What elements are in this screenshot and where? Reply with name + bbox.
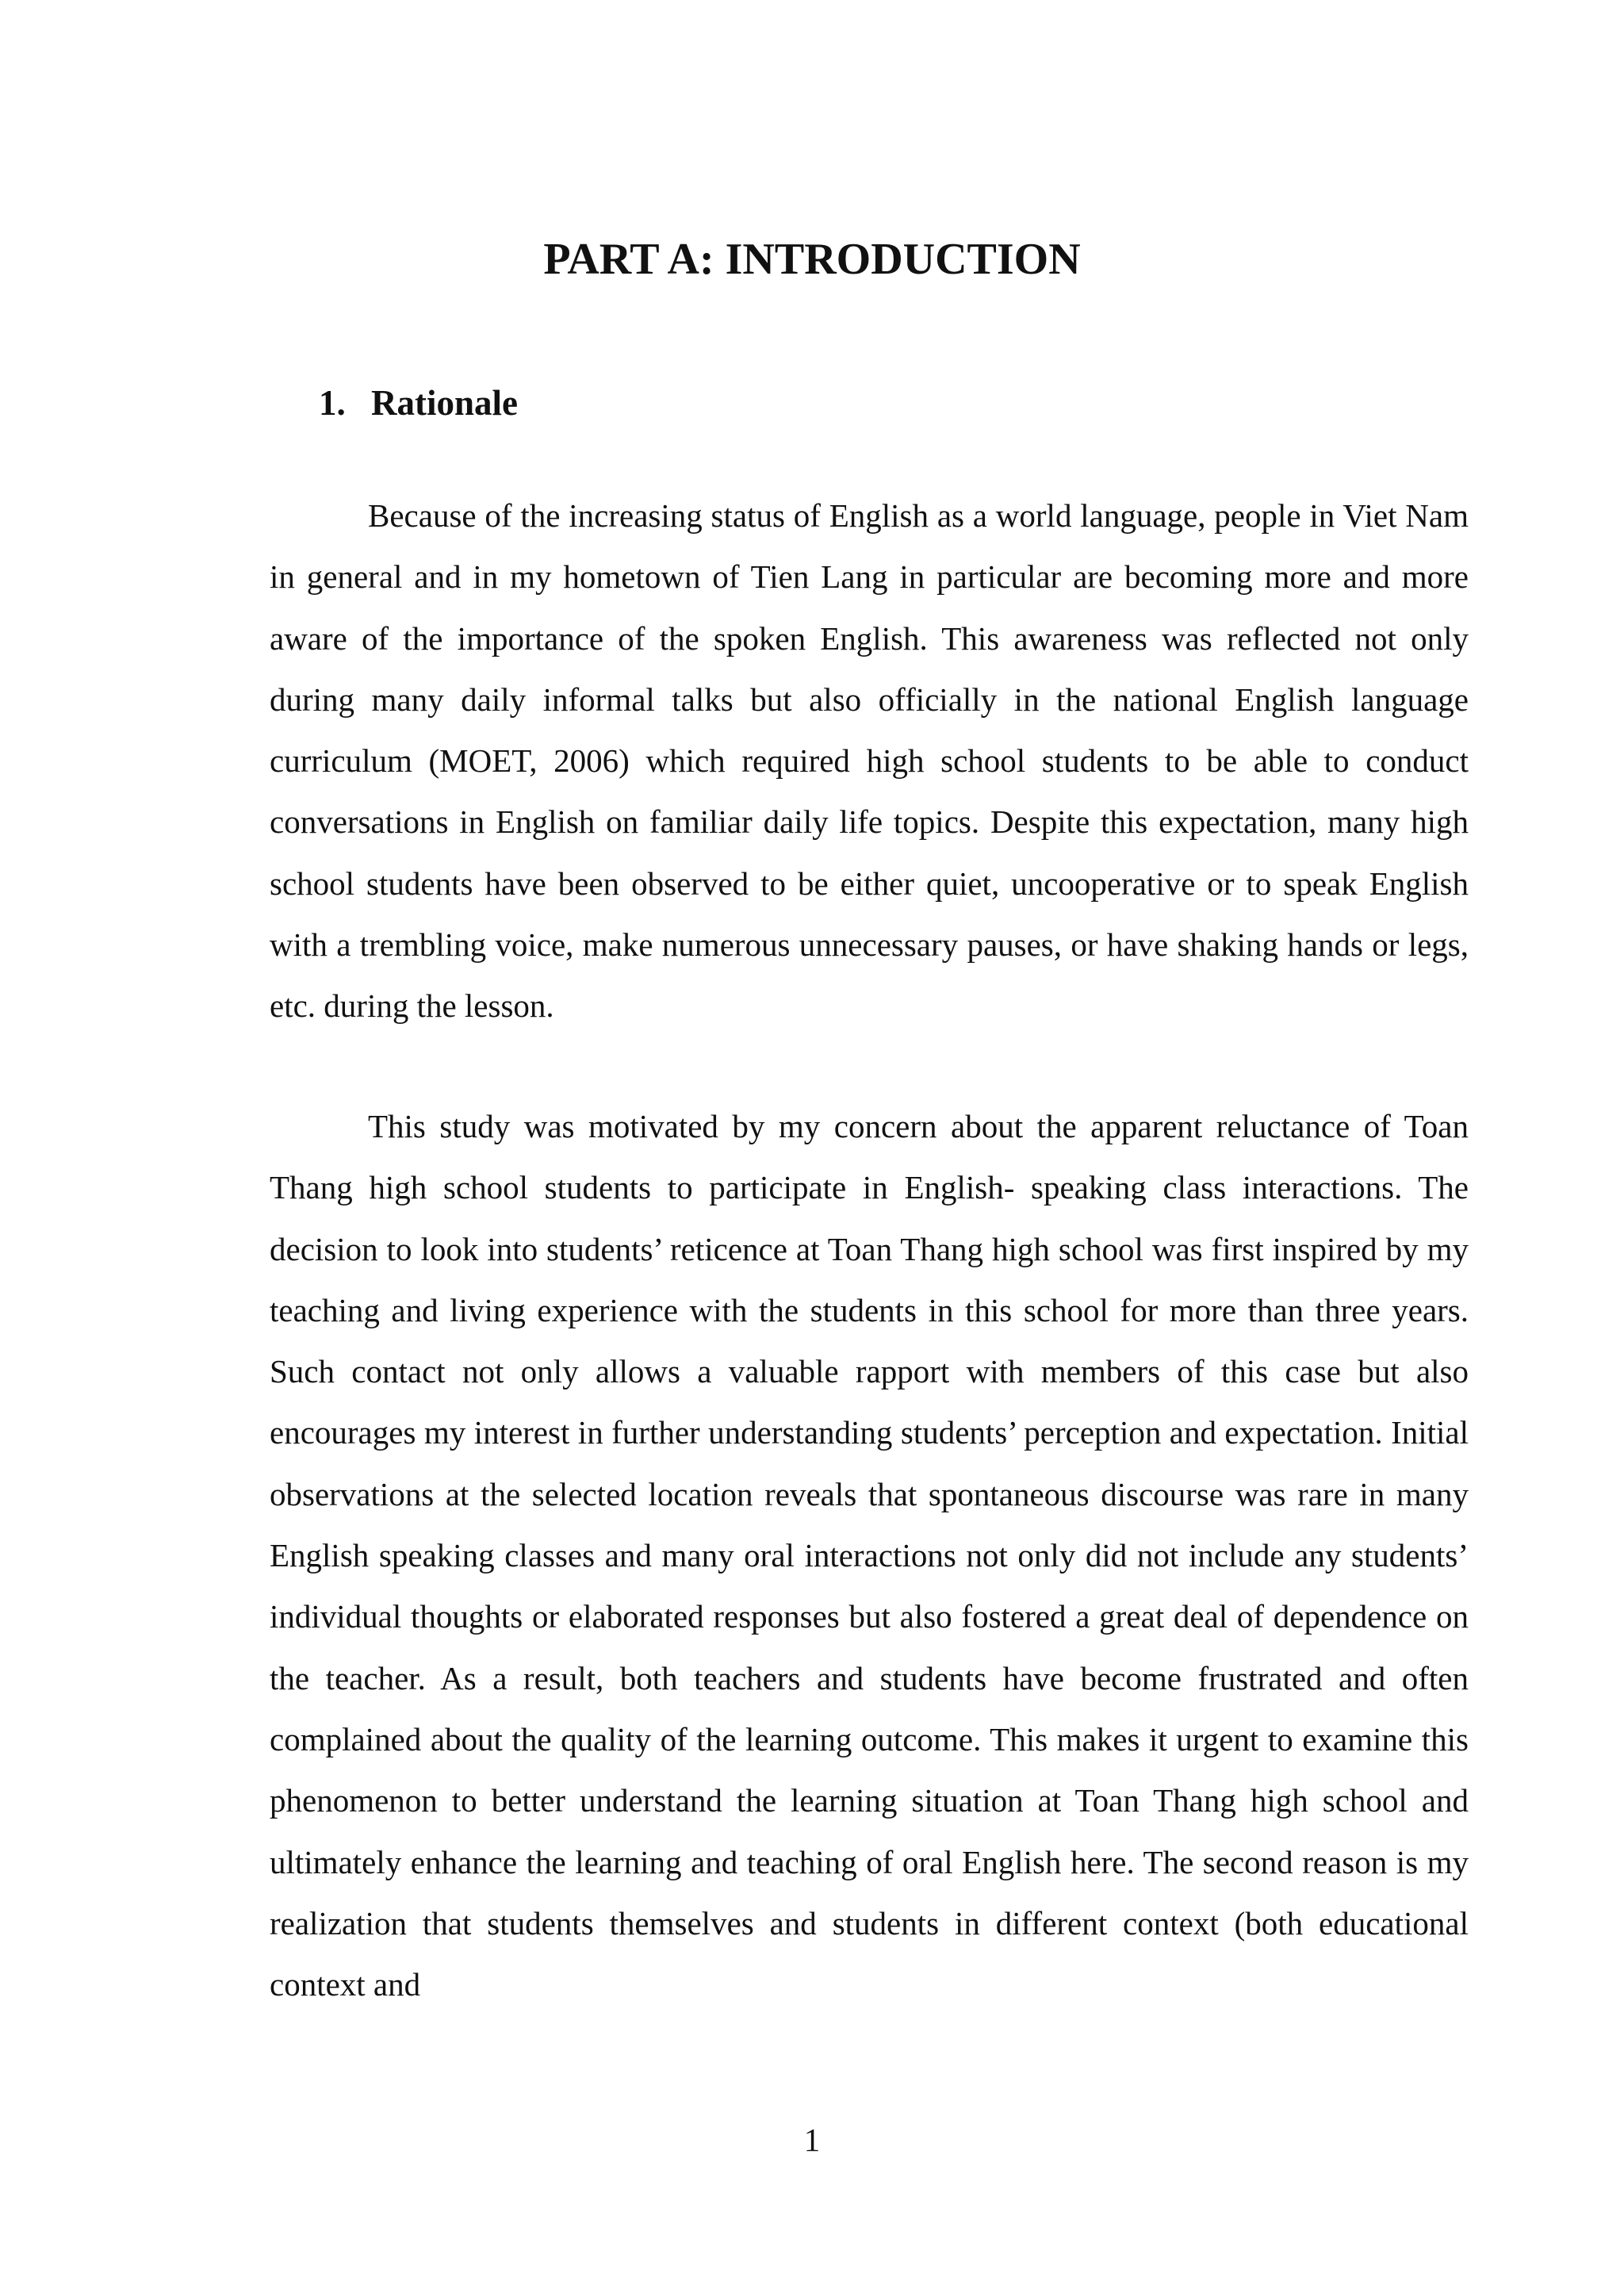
page-title: PART A: INTRODUCTION <box>543 235 1081 284</box>
section-number: 1. <box>319 383 346 423</box>
section-title: Rationale <box>371 383 518 423</box>
paragraph-rationale-2: This study was motivated by my concern about the apparent reluctance of Toan Thang high school students to participate in English- speaking class interactions. The decision to look into students’ reticence at Toan Thang high school was first inspired by my teaching and living experience with the students in this school for more than three years. Such contact not only allows a valuable rapport with members of this case but also encourages my interest in further understanding students’ perception and expectation. Initial observations at the selected location reveals that spontaneous discourse was rare in many English speaking classes and many oral interactions not only did not include any students’ individual thoughts or elaborated responses but also fostered a great deal of dependence on the teacher. As a result, both teachers and students have become frustrated and often complained about the quality of the learning outcome. This makes it urgent to examine this phenomenon to better understand the learning situation at Toan Thang high school and ultimately enhance the learning and teaching of oral English here. The second reason is my realization that students themselves and students in different context (both educational context and <box>270 1108 1469 2003</box>
section-heading <box>319 381 518 425</box>
paragraph-rationale-1: Because of the increasing status of English as a world language, people in Viet Nam in general and in my hometown of Tien Lang in particular are becoming more and more aware of the importance of the spoken English. This awareness was reflected not only during many daily informal talks but also officially in the national English language curriculum (MOET, 2006) which required high school students to be able to conduct conversations in English on familiar daily life topics. Despite this expectation, many high school students have been observed to be either quiet, uncooperative or to speak English with a trembling voice, make numerous unnecessary pauses, or have shaking hands or legs, etc. during the lesson. <box>270 497 1469 1025</box>
page-number: 1 <box>803 2122 821 2158</box>
